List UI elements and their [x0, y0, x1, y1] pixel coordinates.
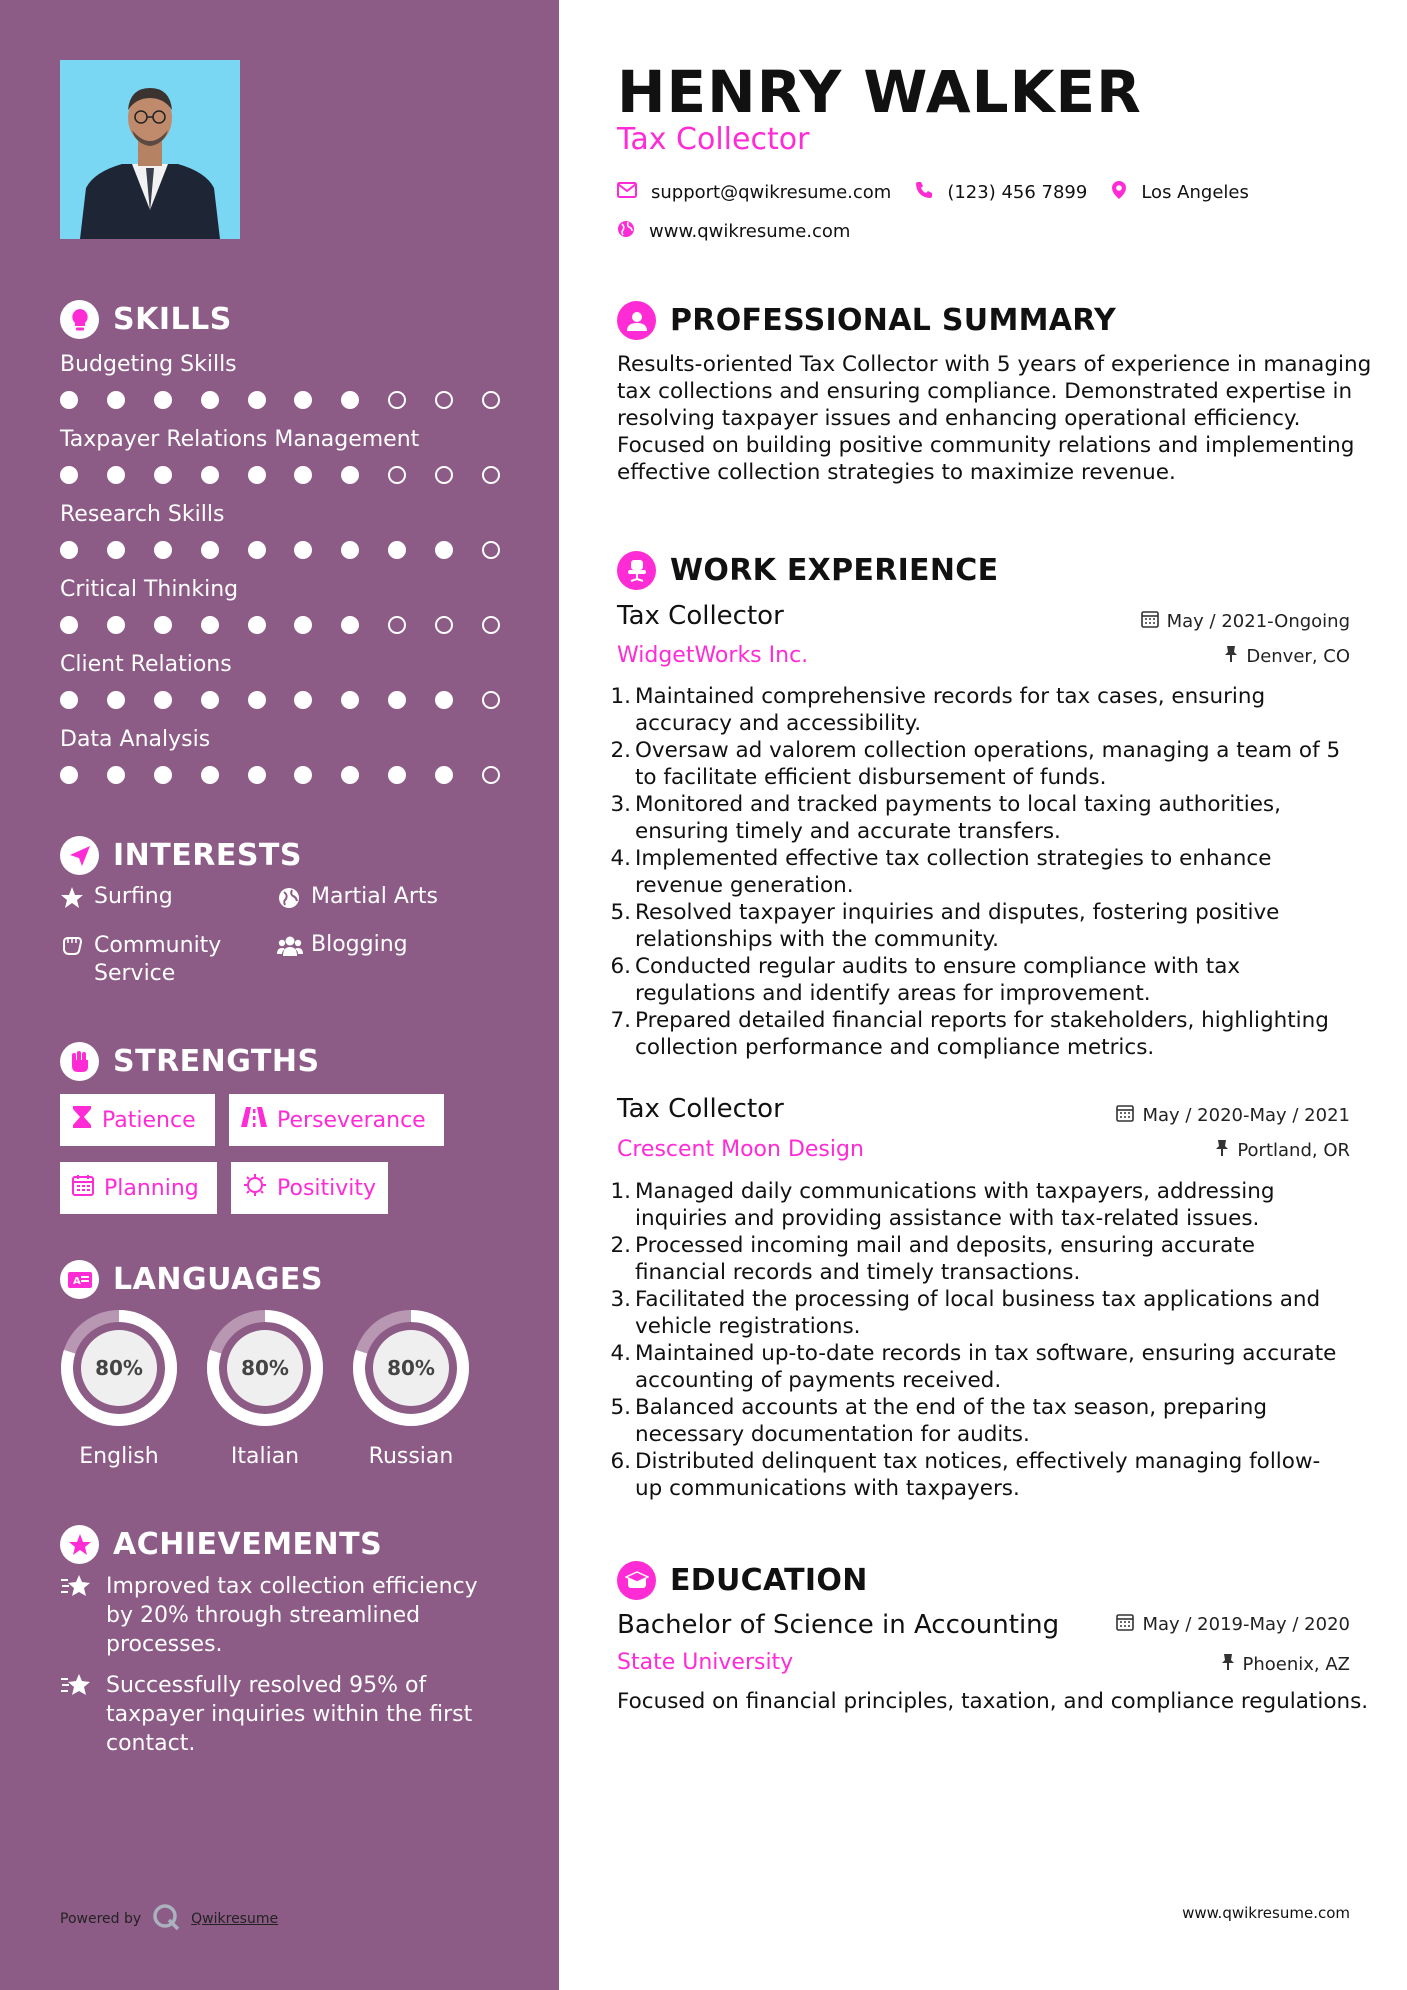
svg-text:A: A: [72, 1275, 81, 1287]
sun-icon: [243, 1173, 267, 1203]
interest-item: Martial Arts: [277, 884, 438, 910]
achievement-item: Improved tax collection efficiency by 20% through streamlined processes.: [60, 1572, 500, 1659]
job-title: Tax Collector: [617, 1094, 784, 1124]
pin-icon: [1224, 645, 1238, 668]
location: Los Angeles: [1141, 182, 1249, 203]
candidate-title: Tax Collector: [617, 122, 810, 157]
skill-rating: [60, 616, 500, 634]
duty-item: [607, 791, 1347, 845]
rating-dot-filled: [107, 541, 125, 559]
rating-dot-filled: [248, 541, 266, 559]
duty-number: 6.: [610, 954, 631, 979]
duty-item: [607, 1232, 1347, 1286]
rating-dot-filled: [294, 691, 312, 709]
summary-text: Results-oriented Tax Collector with 5 years of experience in managing tax collections and ensuring compliance. Demonstrated expertise in resolving taxpayer issues and enhancing operational efficiency. Focused on building positive community relations and implementing effective collection strategies to maximize revenue.: [617, 352, 1372, 485]
envelope-icon: [617, 182, 637, 203]
rating-dot-filled: [60, 766, 78, 784]
rating-dot-filled: [341, 766, 359, 784]
rating-dot-filled: [341, 691, 359, 709]
skill-name: Client Relations: [60, 652, 232, 677]
rating-dot-filled: [201, 766, 219, 784]
rating-dot-filled: [201, 541, 219, 559]
job-duties-list: [607, 683, 1347, 1061]
calendar-icon: [72, 1174, 94, 1202]
duty-number: 7.: [610, 1008, 631, 1033]
user-icon: [617, 301, 656, 340]
strength-chip: Positivity: [231, 1162, 388, 1214]
rating-dot-filled: [201, 391, 219, 409]
road-icon: [241, 1106, 267, 1134]
rating-dot-filled: [154, 541, 172, 559]
shooting-star-icon: [60, 1671, 92, 1758]
phone-icon: [915, 181, 933, 204]
rating-dot-filled: [341, 391, 359, 409]
duty-text: Conducted regular audits to ensure compliance with tax regulations and identify areas for improvement.: [635, 954, 1241, 1006]
experience-heading: WORK EXPERIENCE: [617, 551, 998, 590]
skill-rating: [60, 691, 500, 709]
language-italian: 80% Italian: [203, 1306, 327, 1434]
pin-icon: [1221, 1653, 1235, 1676]
duty-number: 5.: [610, 900, 631, 925]
rating-dot-filled: [154, 466, 172, 484]
rating-dot-filled: [294, 541, 312, 559]
skill-item: [60, 427, 510, 484]
rating-dot-filled: [294, 616, 312, 634]
rating-dot-filled: [341, 616, 359, 634]
rating-dot-filled: [435, 691, 453, 709]
job-company: WidgetWorks Inc.: [617, 643, 809, 668]
skill-name: Taxpayer Relations Management: [60, 427, 420, 452]
job-location: Denver, CO: [1224, 645, 1350, 668]
map-pin-icon: [1111, 180, 1127, 205]
rating-dot-empty: [435, 391, 453, 409]
rating-dot-filled: [294, 466, 312, 484]
globe-icon: [617, 220, 635, 243]
globe-icon: [277, 886, 301, 910]
duty-item: [607, 683, 1347, 737]
achievements-heading: ACHIEVEMENTS: [60, 1525, 382, 1564]
rating-dot-filled: [341, 541, 359, 559]
rating-dot-filled: [201, 616, 219, 634]
lightbulb-icon: [60, 300, 99, 339]
duty-text: Prepared detailed financial reports for stakeholders, highlighting collection performance and compliance metrics.: [635, 1008, 1329, 1060]
duty-text: Monitored and tracked payments to local taxing authorities, ensuring timely and accurate transfers.: [635, 792, 1281, 844]
graduation-cap-icon: [617, 1561, 656, 1600]
calendar-icon: [1116, 1613, 1134, 1636]
group-icon: [277, 934, 301, 958]
rating-dot-filled: [201, 466, 219, 484]
rating-dot-empty: [388, 466, 406, 484]
website[interactable]: www.qwikresume.com: [649, 221, 851, 242]
rating-dot-filled: [341, 466, 359, 484]
interests-heading: INTERESTS: [60, 836, 302, 875]
rating-dot-filled: [388, 766, 406, 784]
duty-text: Managed daily communications with taxpayers, addressing inquiries and providing assistance with tax-related issues.: [635, 1179, 1275, 1231]
job-location: Portland, OR: [1215, 1139, 1350, 1162]
rating-dot-filled: [107, 466, 125, 484]
duty-number: 3.: [610, 792, 631, 817]
skill-item: [60, 727, 510, 784]
skills-heading: SKILLS: [60, 300, 232, 339]
skill-rating: [60, 766, 500, 784]
rating-dot-filled: [248, 691, 266, 709]
duty-number: 1.: [610, 684, 631, 709]
skill-item: [60, 352, 510, 409]
skill-name: Research Skills: [60, 502, 225, 527]
main-content: [559, 0, 1407, 1990]
skill-item: [60, 652, 510, 709]
hand-icon: [60, 934, 84, 958]
rating-dot-filled: [435, 766, 453, 784]
interest-item: Blogging: [277, 932, 408, 958]
chair-icon: [617, 551, 656, 590]
website-row: [617, 220, 850, 243]
duty-item: [607, 1448, 1347, 1502]
rating-dot-empty: [482, 616, 500, 634]
languages-heading: A LANGUAGES: [60, 1260, 323, 1299]
rating-dot-empty: [482, 466, 500, 484]
job-dates: May / 2020-May / 2021: [1116, 1104, 1350, 1127]
degree: Bachelor of Science in Accounting: [617, 1610, 1060, 1640]
rating-dot-filled: [388, 541, 406, 559]
skill-item: [60, 502, 510, 559]
summary-heading: PROFESSIONAL SUMMARY: [617, 301, 1116, 340]
language-icon: [60, 1260, 99, 1299]
rating-dot-empty: [435, 616, 453, 634]
phone[interactable]: (123) 456 7899: [947, 182, 1088, 203]
job-title: Tax Collector: [617, 601, 784, 631]
duty-number: 3.: [610, 1287, 631, 1312]
duty-text: Balanced accounts at the end of the tax season, preparing necessary documentation for audits.: [635, 1395, 1268, 1447]
duty-text: Oversaw ad valorem collection operations, managing a team of 5 to facilitate efficient disbursement of funds.: [635, 738, 1341, 790]
rating-dot-filled: [107, 766, 125, 784]
duty-item: [607, 1286, 1347, 1340]
rating-dot-filled: [388, 691, 406, 709]
skill-name: Data Analysis: [60, 727, 211, 752]
rating-dot-empty: [388, 391, 406, 409]
education-description: Focused on financial principles, taxation, and compliance regulations.: [617, 1689, 1369, 1714]
rating-dot-filled: [107, 691, 125, 709]
duty-item: [607, 1007, 1347, 1061]
rating-dot-filled: [201, 691, 219, 709]
interest-item: Community Service: [60, 932, 260, 988]
duty-text: Maintained up-to-date records in tax software, ensuring accurate accounting of payments received.: [635, 1341, 1337, 1393]
education-heading: EDUCATION: [617, 1561, 868, 1600]
achievement-item: Successfully resolved 95% of taxpayer inquiries within the first contact.: [60, 1671, 500, 1758]
calendar-icon: [1141, 610, 1159, 633]
rating-dot-filled: [248, 466, 266, 484]
strengths-heading: STRENGTHS: [60, 1042, 320, 1081]
sidebar: [0, 0, 559, 1990]
duty-item: [607, 845, 1347, 899]
education-location: Phoenix, AZ: [1221, 1653, 1351, 1676]
skill-item: [60, 577, 510, 634]
skill-rating: [60, 541, 500, 559]
contact-row: [617, 180, 1249, 205]
rating-dot-filled: [154, 391, 172, 409]
language-english: 80% English: [57, 1306, 181, 1434]
rating-dot-filled: [60, 616, 78, 634]
qwikresume-link[interactable]: Qwikresume: [191, 1911, 279, 1927]
duty-text: Maintained comprehensive records for tax cases, ensuring accuracy and accessibility.: [635, 684, 1266, 736]
shooting-star-icon: [60, 1572, 92, 1659]
duty-number: 4.: [610, 1341, 631, 1366]
skill-rating: [60, 391, 500, 409]
language-russian: 80% Russian: [349, 1306, 473, 1434]
duty-item: [607, 899, 1347, 953]
rating-dot-empty: [482, 766, 500, 784]
duty-number: 2.: [610, 738, 631, 763]
candidate-name: HENRY WALKER: [617, 58, 1142, 126]
duty-text: Processed incoming mail and deposits, ensuring accurate financial records and timely transactions.: [635, 1233, 1255, 1285]
calendar-icon: [1116, 1104, 1134, 1127]
rating-dot-filled: [154, 691, 172, 709]
profile-photo: [60, 60, 240, 239]
rating-dot-empty: [482, 691, 500, 709]
duty-number: 2.: [610, 1233, 631, 1258]
job-company: Crescent Moon Design: [617, 1137, 864, 1162]
rating-dot-filled: [248, 766, 266, 784]
skill-name: Budgeting Skills: [60, 352, 237, 377]
pin-icon: [1215, 1139, 1229, 1162]
skill-name: Critical Thinking: [60, 577, 239, 602]
footer-website[interactable]: www.qwikresume.com: [1182, 1904, 1350, 1922]
job-duties-list: [607, 1178, 1347, 1502]
duty-item: [607, 1340, 1347, 1394]
job-dates: May / 2021-Ongoing: [1141, 610, 1350, 633]
rating-dot-empty: [388, 616, 406, 634]
duty-number: 1.: [610, 1179, 631, 1204]
interest-item: Surfing: [60, 884, 173, 910]
rating-dot-filled: [107, 616, 125, 634]
skill-rating: [60, 466, 500, 484]
rating-dot-filled: [294, 391, 312, 409]
education-dates: May / 2019-May / 2020: [1116, 1613, 1350, 1636]
rating-dot-filled: [60, 691, 78, 709]
rating-dot-filled: [154, 616, 172, 634]
email[interactable]: support@qwikresume.com: [651, 182, 892, 203]
fist-icon: [60, 1042, 99, 1081]
strength-chip: Patience: [60, 1094, 215, 1146]
duty-number: 5.: [610, 1395, 631, 1420]
duty-text: Facilitated the processing of local business tax applications and vehicle registrations.: [635, 1287, 1321, 1339]
star-icon: [60, 886, 84, 910]
qwikresume-logo-icon: [151, 1902, 181, 1936]
strength-chip: Planning: [60, 1162, 217, 1214]
rating-dot-empty: [482, 541, 500, 559]
duty-item: [607, 737, 1347, 791]
rating-dot-filled: [107, 391, 125, 409]
rating-dot-filled: [294, 766, 312, 784]
rating-dot-filled: [60, 391, 78, 409]
hourglass-icon: [72, 1105, 92, 1135]
duty-item: [607, 953, 1347, 1007]
rating-dot-filled: [60, 541, 78, 559]
rating-dot-filled: [248, 616, 266, 634]
duty-item: [607, 1394, 1347, 1448]
rating-dot-empty: [435, 466, 453, 484]
rating-dot-empty: [482, 391, 500, 409]
star-badge-icon: [60, 1525, 99, 1564]
duty-item: [607, 1178, 1347, 1232]
duty-text: Distributed delinquent tax notices, effectively managing follow-up communications with taxpayers.: [635, 1449, 1321, 1501]
rating-dot-filled: [435, 541, 453, 559]
duty-text: Resolved taxpayer inquiries and disputes, fostering positive relationships with the community.: [635, 900, 1280, 952]
rating-dot-filled: [60, 466, 78, 484]
duty-number: 4.: [610, 846, 631, 871]
duty-number: 6.: [610, 1449, 631, 1474]
powered-by: Powered by Qwikresume: [60, 1902, 278, 1936]
rating-dot-filled: [154, 766, 172, 784]
rating-dot-filled: [248, 391, 266, 409]
duty-text: Implemented effective tax collection strategies to enhance revenue generation.: [635, 846, 1272, 898]
school: State University: [617, 1650, 794, 1675]
strength-chip: Perseverance: [229, 1094, 444, 1146]
paper-plane-icon: [60, 836, 99, 875]
